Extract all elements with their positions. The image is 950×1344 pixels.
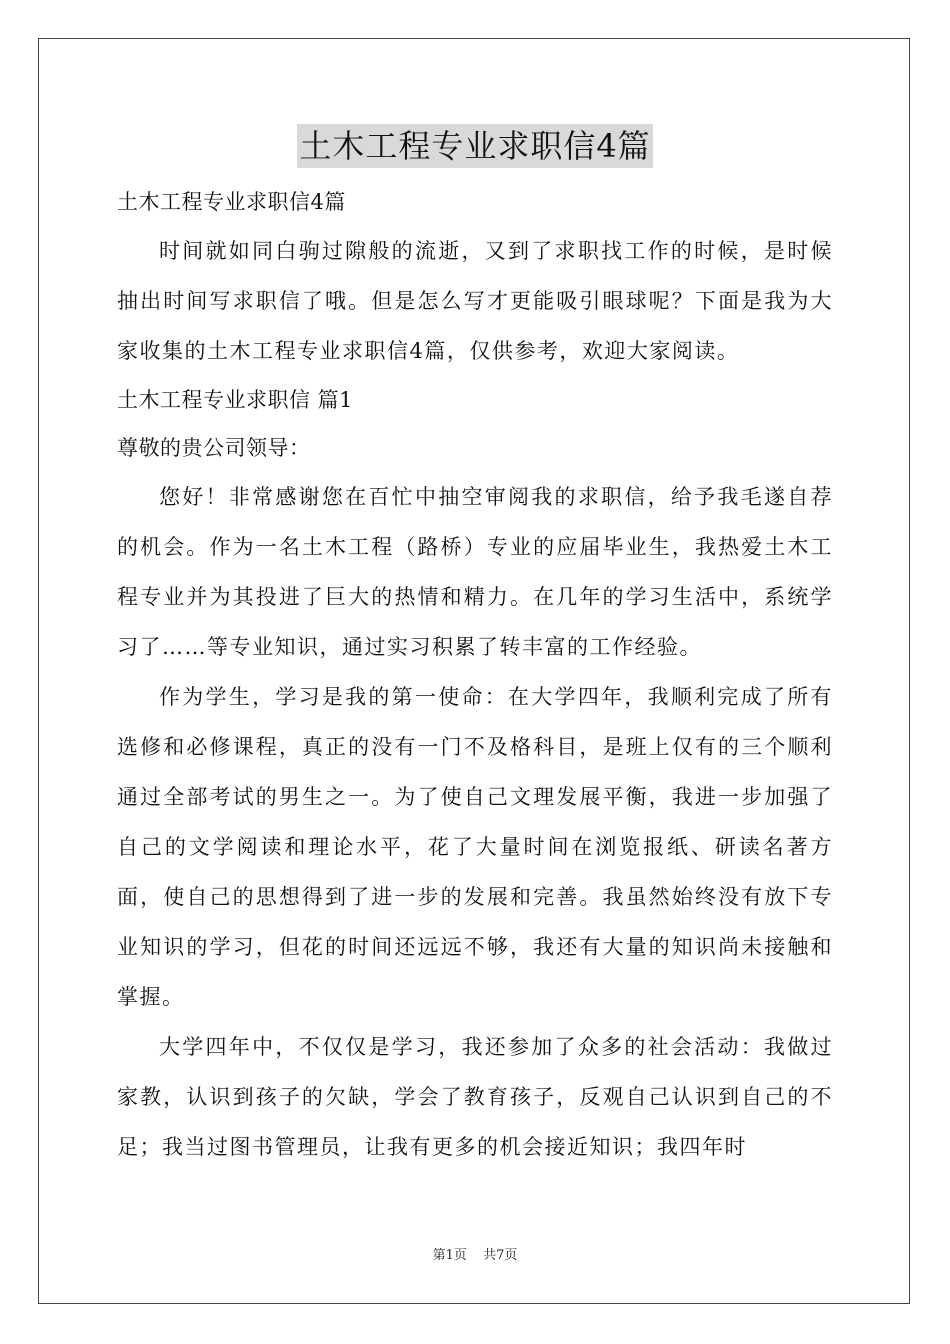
body-paragraph-1: 您好！非常感谢您在百忙中抽空审阅我的求职信，给予我毛遂自荐的机会。作为一名土木工程（路桥）专业的应届毕业生，我热爱土木工程专业并为其投进了巨大的热情和精力。在几年的学习生活中，系统学习了……等专业知识，通过实习积累了转丰富的工作经验。 [117,485,833,659]
intro-paragraph: 时间就如同白驹过隙般的流逝，又到了求职找工作的时候，是时候抽出时间写求职信了哦。但是怎么写才更能吸引眼球呢？下面是我为大家收集的土木工程专业求职信4篇，仅供参考，欢迎大家阅读。 [117,239,833,363]
page-number-current: 第1页 [432,1248,467,1263]
page-footer [0,1247,950,1265]
body-paragraph-2: 作为学生，学习是我的第一使命：在大学四年，我顺利完成了所有选修和必修课程，真正的没有一门不及格科目，是班上仅有的三个顺利通过全部考试的男生之一。为了使自己文理发展平衡，我进一步加强了自己的文学阅读和理论水平，花了大量时间在浏览报纸、研读名著方面，使自己的思想得到了进一步的发展和完善。我虽然始终没有放下专业知识的学习，但花的时间还远远不够，我还有大量的知识尚未接触和掌握。 [117,685,833,1009]
title-container [0,124,950,168]
page-number-total: 共7页 [483,1248,518,1263]
document-title: 土木工程专业求职信4篇 [297,124,652,168]
salutation: 尊敬的贵公司领导： [117,436,311,460]
subtitle: 土木工程专业求职信4篇 [117,190,346,214]
document-body [117,178,833,1172]
section-heading: 土木工程专业求职信 篇1 [117,388,354,412]
body-paragraph-3: 大学四年中，不仅仅是学习，我还参加了众多的社会活动：我做过家教，认识到孩子的欠缺，学会了教育孩子，反观自己认识到自己的不足；我当过图书管理员，让我有更多的机会接近知识；我四年时 [117,1035,833,1159]
